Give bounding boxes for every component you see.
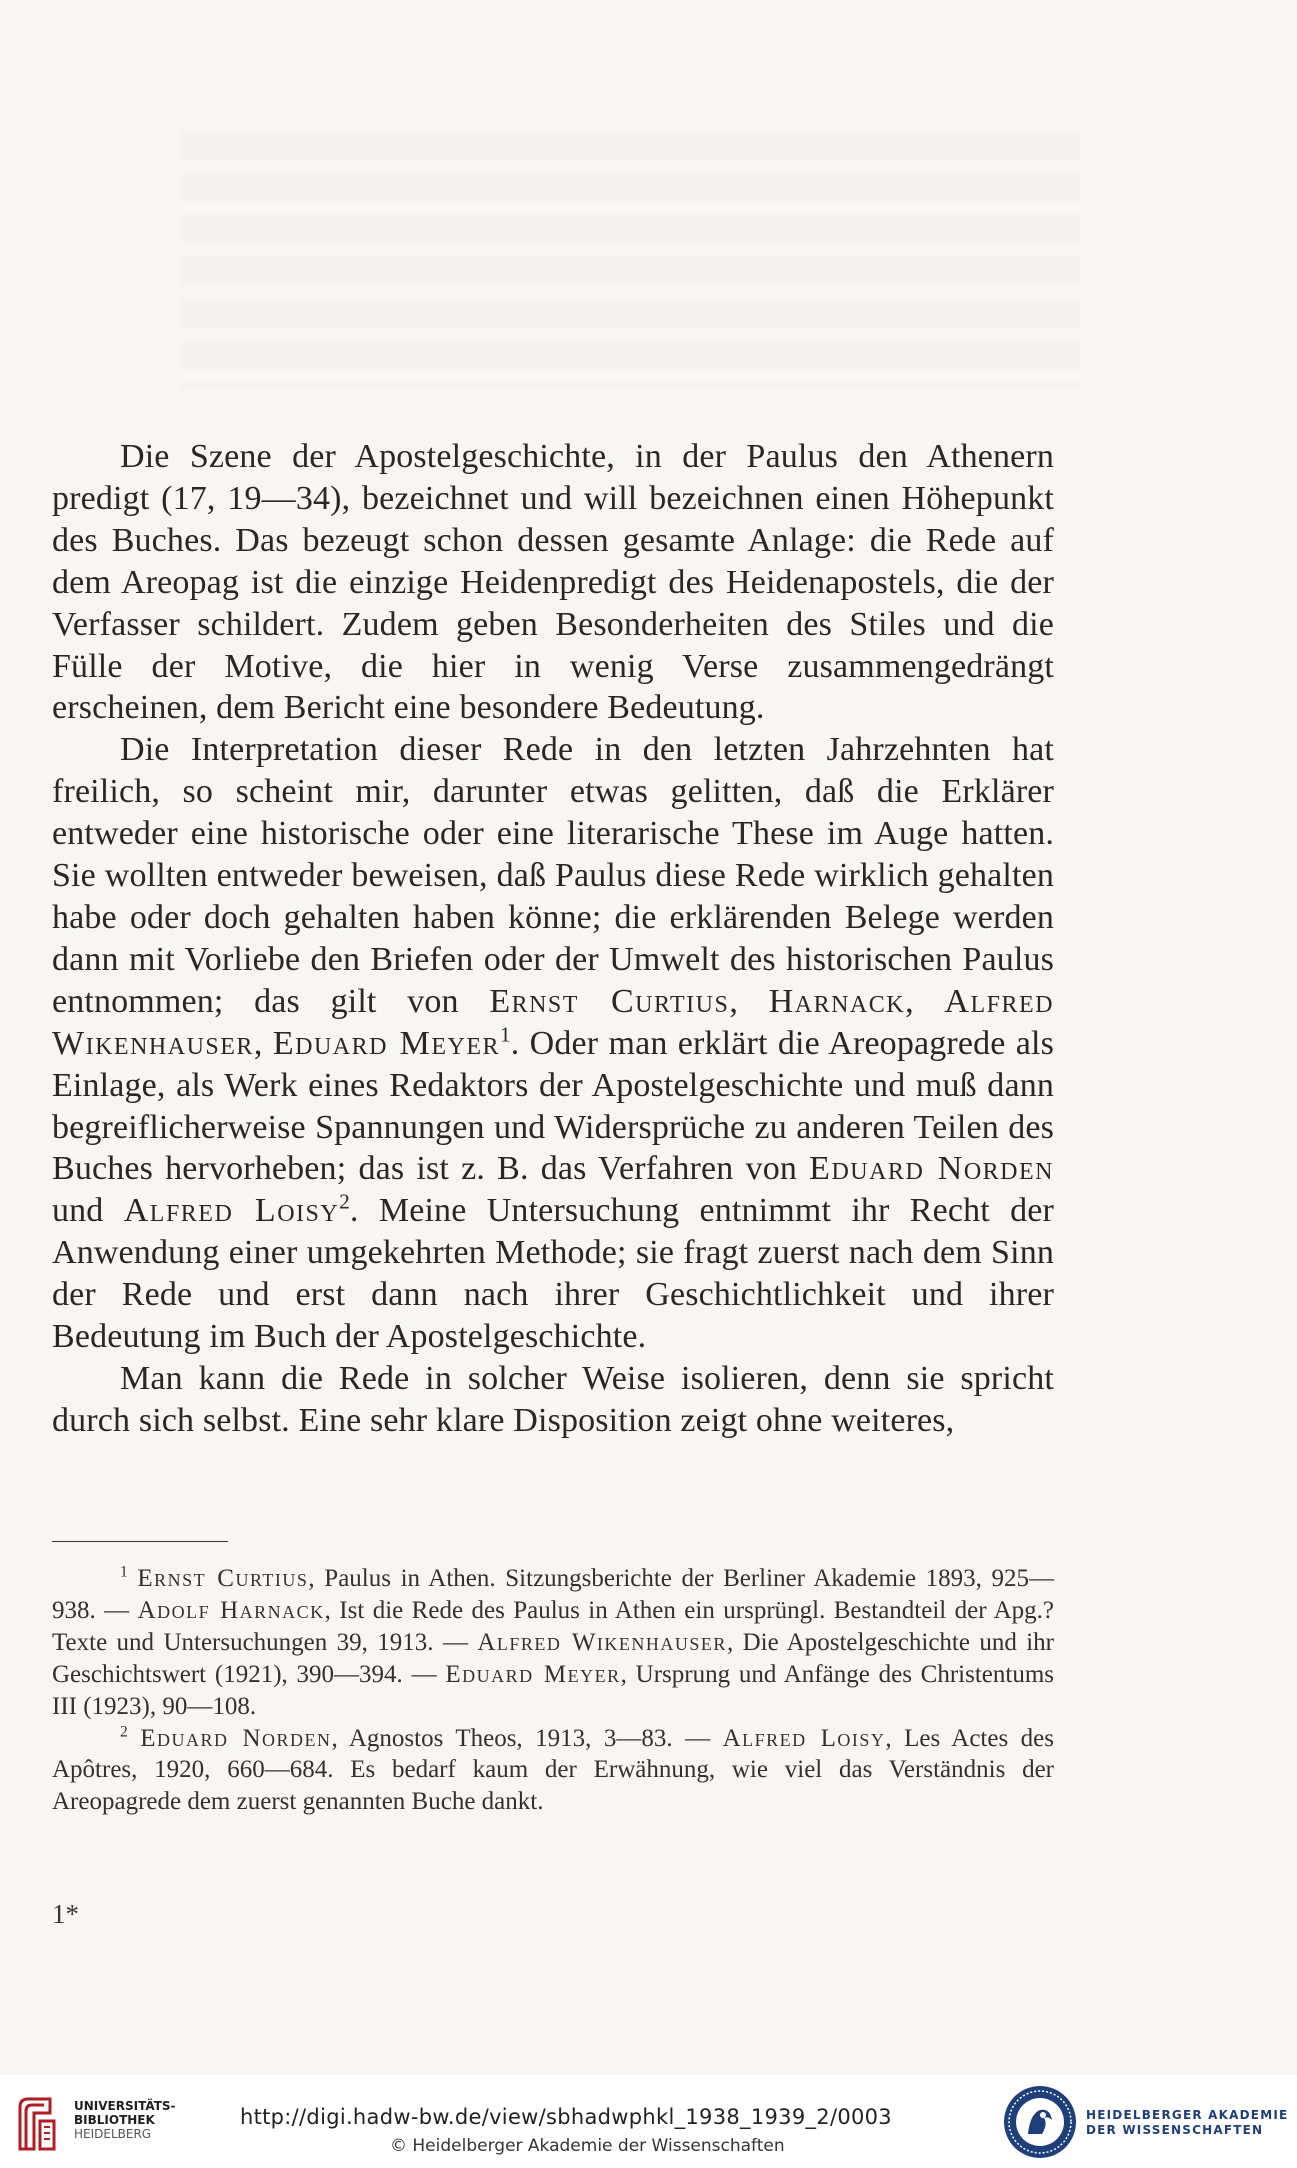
author-name: Eduard Meyer <box>272 1024 501 1062</box>
author-name: Ernst Curtius <box>137 1565 309 1592</box>
show-through-area <box>180 130 1080 390</box>
university-library-name[interactable] <box>74 2099 176 2141</box>
footnote-text: , Ist die Rede des Paulus in Athen ein ursprüngl. Bestandteil der Apg.? Texte und Untersuchungen 39, 1913. — <box>52 1596 1055 1656</box>
paragraph-1 <box>52 436 1054 729</box>
paragraph-2-text-b: . Oder man erklärt die Areopagrede als Einlage, als Werk eines Redaktors der Apostelgeschichte und muß dann begreiflicherweise Spannungen und Widersprüche zu anderen Teilen des Buches hervorheben; das ist z. B. das Verfahren von <box>52 1024 1054 1188</box>
conjunction: und <box>52 1192 124 1230</box>
footer-bar <box>0 2075 1297 2168</box>
separator: , <box>253 1024 273 1062</box>
copyright-notice: © Heidelberger Akademie der Wissenschaften <box>390 2136 785 2156</box>
footnote-text: , Les Actes des Apôtres, 1920, 660—684. Es bedarf kaum der Erwähnung, wie viel das Verständnis der Areopagrede dem zuerst genannten Buche dankt. <box>52 1724 1054 1816</box>
academy-name[interactable] <box>1086 2108 1288 2138</box>
paragraph-2 <box>52 729 1054 1358</box>
main-text <box>52 436 1054 1442</box>
library-name-line: BIBLIOTHEK <box>74 2113 155 2127</box>
academy-seal-icon[interactable] <box>1002 2084 1078 2160</box>
paragraph-2-text-a: Die Interpretation dieser Rede in den letzten Jahrzehnten hat freilich, so scheint mir, darunter etwas gelitten, daß die Erklärer entweder eine historische oder eine literarische These im Auge hatten. Sie wollten entweder beweisen, daß Paulus diese Rede wirklich gehalten habe oder doch gehalten haben könne; die erklärenden Belege werden dann mit Vorliebe den Briefen oder der Umwelt des historischen Paulus entnommen; das gilt von <box>52 731 1054 1020</box>
author-name: Eduard Norden <box>140 1724 332 1752</box>
author-name: Ernst Curtius <box>489 982 730 1020</box>
paragraph-1-text: Die Szene der Apostelgeschichte, in der Paulus den Athenern predigt (17, 19—34), bezeichnet und will bezeichnen einen Höhepunkt des Buches. Das bezeugt schon dessen gesamte Anlage: die Rede auf dem Areopag ist die einzige Heidenpredigt des Heidenapostels, die der Verfasser schildert. Zudem geben Besonderheiten des Stiles und die Fülle der Motive, die hier in wenig Verse zusammengedrängt erscheinen, dem Bericht eine besondere Bedeutung. <box>52 438 1054 727</box>
footnote-divider <box>52 1541 228 1542</box>
footnote-1 <box>52 1563 1054 1723</box>
footnote-reference: 2 <box>339 1189 350 1214</box>
author-name: Alfred Wikenhauser <box>52 982 1054 1062</box>
author-name: Alfred Loisy <box>722 1724 886 1752</box>
permalink-url[interactable]: http://digi.hadw-bw.de/view/sbhadwphkl_1938_1939_2/0003 <box>240 2105 892 2129</box>
footnote-number: 2 <box>120 1723 128 1741</box>
footnote-reference: 1 <box>500 1022 511 1047</box>
author-name: Adolf Harnack <box>137 1596 325 1624</box>
footnote-text: , Paulus in Athen. Sitzungsberichte der Berliner Akademie 1893, 925—938. — <box>52 1565 1054 1624</box>
academy-name-line: HEIDELBERGER AKADEMIE <box>1086 2108 1289 2122</box>
footnote-text: , Ursprung und Anfänge des Christentums III (1923), 90—108. <box>52 1660 1055 1720</box>
author-name: Alfred Wikenhauser <box>477 1628 727 1656</box>
footnote-number: 1 <box>120 1563 128 1581</box>
author-name: Alfred Loisy <box>123 1192 340 1230</box>
separator: , <box>905 982 945 1020</box>
footnote-text: , Agnostos Theos, 1913, 3—83. — <box>331 1724 711 1752</box>
paragraph-3-text: Man kann die Rede in solcher Weise isolieren, denn sie spricht durch sich selbst. Eine sehr klare Disposition zeigt ohne weiteres, <box>52 1359 1054 1439</box>
author-name: Eduard Meyer <box>445 1660 621 1688</box>
author-name: Harnack <box>768 982 906 1020</box>
footnote-text: , Die Apostelgeschichte und ihr Geschichtswert (1921), 390—394. — <box>52 1628 1055 1688</box>
author-name: Eduard Norden <box>809 1150 1054 1188</box>
paragraph-2-text-c: . Meine Untersuchung entnimmt ihr Recht der Anwendung einer umgekehrten Methode; sie fragt zuerst nach dem Sinn der Rede und erst dann nach ihrer Geschichtlichkeit und ihrer Bedeutung im Buch der Apostelgeschichte. <box>52 1192 1054 1356</box>
university-library-logo-icon[interactable] <box>14 2093 60 2153</box>
signature-mark: 1* <box>52 1899 79 1929</box>
paragraph-3 <box>52 1358 1054 1442</box>
library-name-line: UNIVERSITÄTS- <box>74 2099 176 2113</box>
academy-name-line: DER WISSENSCHAFTEN <box>1086 2123 1264 2137</box>
library-name-line: HEIDELBERG <box>74 2127 152 2141</box>
separator: , <box>729 982 769 1020</box>
footnotes <box>52 1563 1054 1818</box>
footnote-2 <box>52 1723 1054 1819</box>
